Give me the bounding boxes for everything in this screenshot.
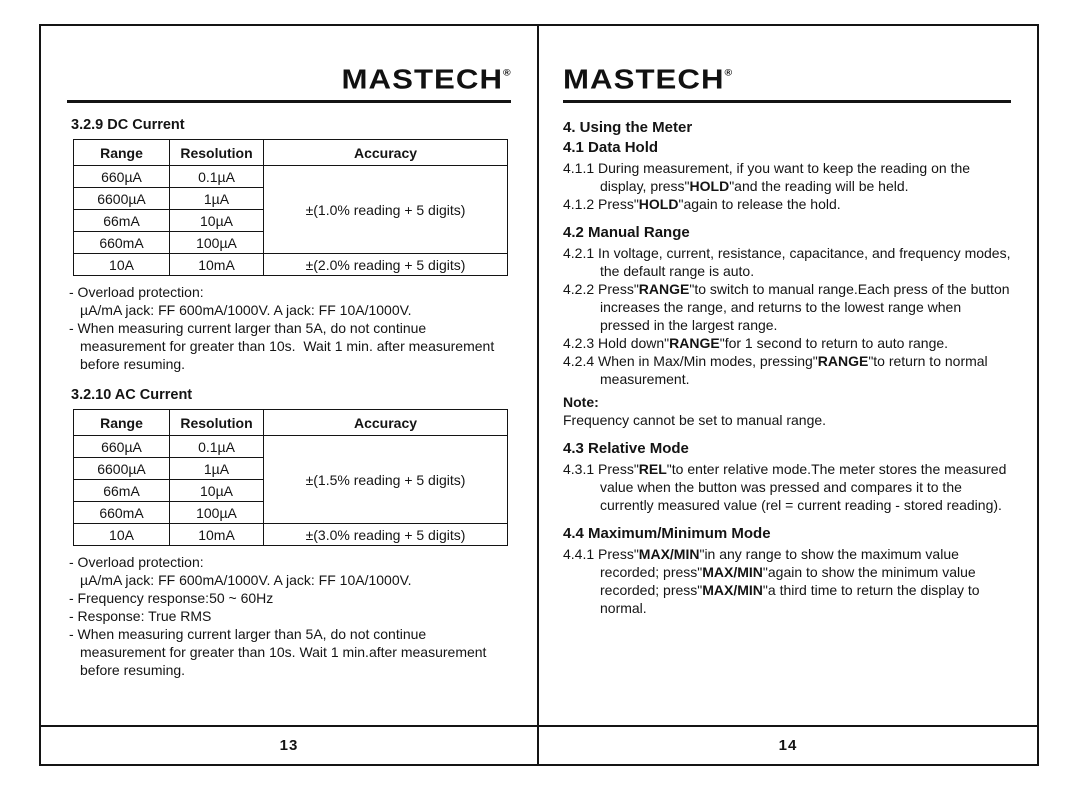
registered-mark: ®	[724, 67, 733, 79]
header-resolution: Resolution	[170, 410, 264, 436]
range-cell: 660µA	[74, 166, 170, 188]
ac-current-table	[73, 409, 508, 546]
page-14-content	[539, 26, 1037, 725]
ac-notes	[69, 553, 511, 679]
resolution-cell: 10µA	[170, 210, 264, 232]
dc-current-table	[73, 139, 508, 276]
range-cell: 10A	[74, 254, 170, 276]
note-line: - Response: True RMS	[69, 608, 212, 624]
dc-current-heading: 3.2.9 DC Current	[71, 117, 185, 133]
dc-notes	[69, 283, 511, 373]
range-cell: 660mA	[74, 502, 170, 524]
page-14	[539, 26, 1037, 764]
header-accuracy: Accuracy	[264, 140, 508, 166]
manual-paragraph: 4.2.2 Press"RANGE"to switch to manual range.Each press of the button increases the range, and returns to the lowest range when pressed in the largest range.	[563, 281, 1010, 333]
resolution-cell: 10mA	[170, 254, 264, 276]
chapter-heading: 4. Using the Meter	[563, 119, 693, 136]
header-accuracy: Accuracy	[264, 410, 508, 436]
manual-paragraph: 4.2.4 When in Max/Min modes, pressing"RANGE"to return to normal measurement.	[563, 353, 988, 387]
header-rule	[67, 100, 511, 103]
note-line: µA/mA jack: FF 600mA/1000V. A jack: FF 10A/1000V.	[80, 572, 412, 588]
section-heading: 4.3 Relative Mode	[563, 440, 689, 457]
range-cell: 10A	[74, 524, 170, 546]
brand-header	[563, 44, 1011, 96]
manual-paragraph: 4.1.1 During measurement, if you want to keep the reading on the display, press"HOLD"and the reading will be held.	[563, 160, 971, 194]
resolution-cell: 100µA	[170, 232, 264, 254]
range-cell: 660mA	[74, 232, 170, 254]
manual-paragraph: 4.2.3 Hold down"RANGE"for 1 second to return to auto range.	[563, 335, 949, 351]
range-cell: 66mA	[74, 210, 170, 232]
brand-header	[67, 44, 511, 96]
section-data-hold	[563, 138, 1011, 213]
section-relative-mode	[563, 439, 1011, 514]
ac-current-heading: 3.2.10 AC Current	[71, 387, 193, 403]
header-range: Range	[74, 410, 170, 436]
section-max-min-mode	[563, 524, 1011, 617]
note-line: - Overload protection:	[69, 284, 204, 300]
range-cell: 6600µA	[74, 458, 170, 480]
section-heading: 4.4 Maximum/Minimum Mode	[563, 525, 771, 542]
table-row	[74, 166, 508, 188]
table-row	[74, 436, 508, 458]
mastech-logo	[563, 64, 732, 96]
note-text: Frequency cannot be set to manual range.	[563, 412, 827, 428]
note-line: - When measuring current larger than 5A, do not continue measurement for greater than 10s. Wait 1 min.after measurement before resuming.	[69, 626, 491, 678]
range-cell: 66mA	[74, 480, 170, 502]
brand-name: MASTECH	[341, 64, 504, 96]
page-number: 14	[778, 737, 798, 754]
table-header-row	[74, 140, 508, 166]
table-row	[74, 524, 508, 546]
resolution-cell: 0.1µA	[170, 436, 264, 458]
resolution-cell: 1µA	[170, 458, 264, 480]
manual-spread	[39, 24, 1039, 766]
resolution-cell: 0.1µA	[170, 166, 264, 188]
section-heading: 4.2 Manual Range	[563, 224, 690, 241]
accuracy-cell: ±(3.0% reading + 5 digits)	[264, 524, 508, 546]
page-13-footer	[41, 725, 537, 764]
manual-paragraph: 4.4.1 Press"MAX/MIN"in any range to show the maximum value recorded; press"MAX/MIN"again to show the minimum value recorded; press"MAX/MIN"a third time to return the display to normal.	[563, 546, 980, 616]
header-range: Range	[74, 140, 170, 166]
resolution-cell: 1µA	[170, 188, 264, 210]
note-line: µA/mA jack: FF 600mA/1000V. A jack: FF 10A/1000V.	[80, 302, 412, 318]
manual-paragraph: 4.1.2 Press"HOLD"again to release the hold.	[563, 196, 841, 212]
range-cell: 660µA	[74, 436, 170, 458]
registered-mark: ®	[503, 67, 511, 79]
note-line: - When measuring current larger than 5A, do not continue measurement for greater than 10s. Wait 1 min. after measurement before resuming.	[69, 320, 499, 372]
brand-name: MASTECH	[563, 64, 725, 96]
accuracy-cell: ±(1.5% reading + 5 digits)	[264, 436, 508, 524]
accuracy-cell: ±(1.0% reading + 5 digits)	[264, 166, 508, 254]
manual-paragraph: 4.2.1 In voltage, current, resistance, capacitance, and frequency modes, the default range is auto.	[563, 245, 1011, 279]
page-13	[41, 26, 539, 764]
manual-paragraph: 4.3.1 Press"REL"to enter relative mode.The meter stores the measured value when the button was pressed and compares it to the currently measured value (rel = current reading - stored reading).	[563, 461, 1007, 513]
section-heading: 4.1 Data Hold	[563, 139, 659, 156]
note-line: - Frequency response:50 ~ 60Hz	[69, 590, 274, 606]
page-number: 13	[279, 737, 299, 754]
note-label: Note:	[563, 394, 599, 410]
table-header-row	[74, 410, 508, 436]
page-14-footer	[539, 725, 1037, 764]
page-13-content	[41, 26, 537, 725]
table-row	[74, 254, 508, 276]
header-resolution: Resolution	[170, 140, 264, 166]
header-rule	[563, 100, 1011, 103]
range-cell: 6600µA	[74, 188, 170, 210]
resolution-cell: 10µA	[170, 480, 264, 502]
note-line: - Overload protection:	[69, 554, 204, 570]
resolution-cell: 100µA	[170, 502, 264, 524]
accuracy-cell: ±(2.0% reading + 5 digits)	[264, 254, 508, 276]
resolution-cell: 10mA	[170, 524, 264, 546]
mastech-logo	[342, 64, 511, 96]
section-manual-range	[563, 223, 1011, 429]
